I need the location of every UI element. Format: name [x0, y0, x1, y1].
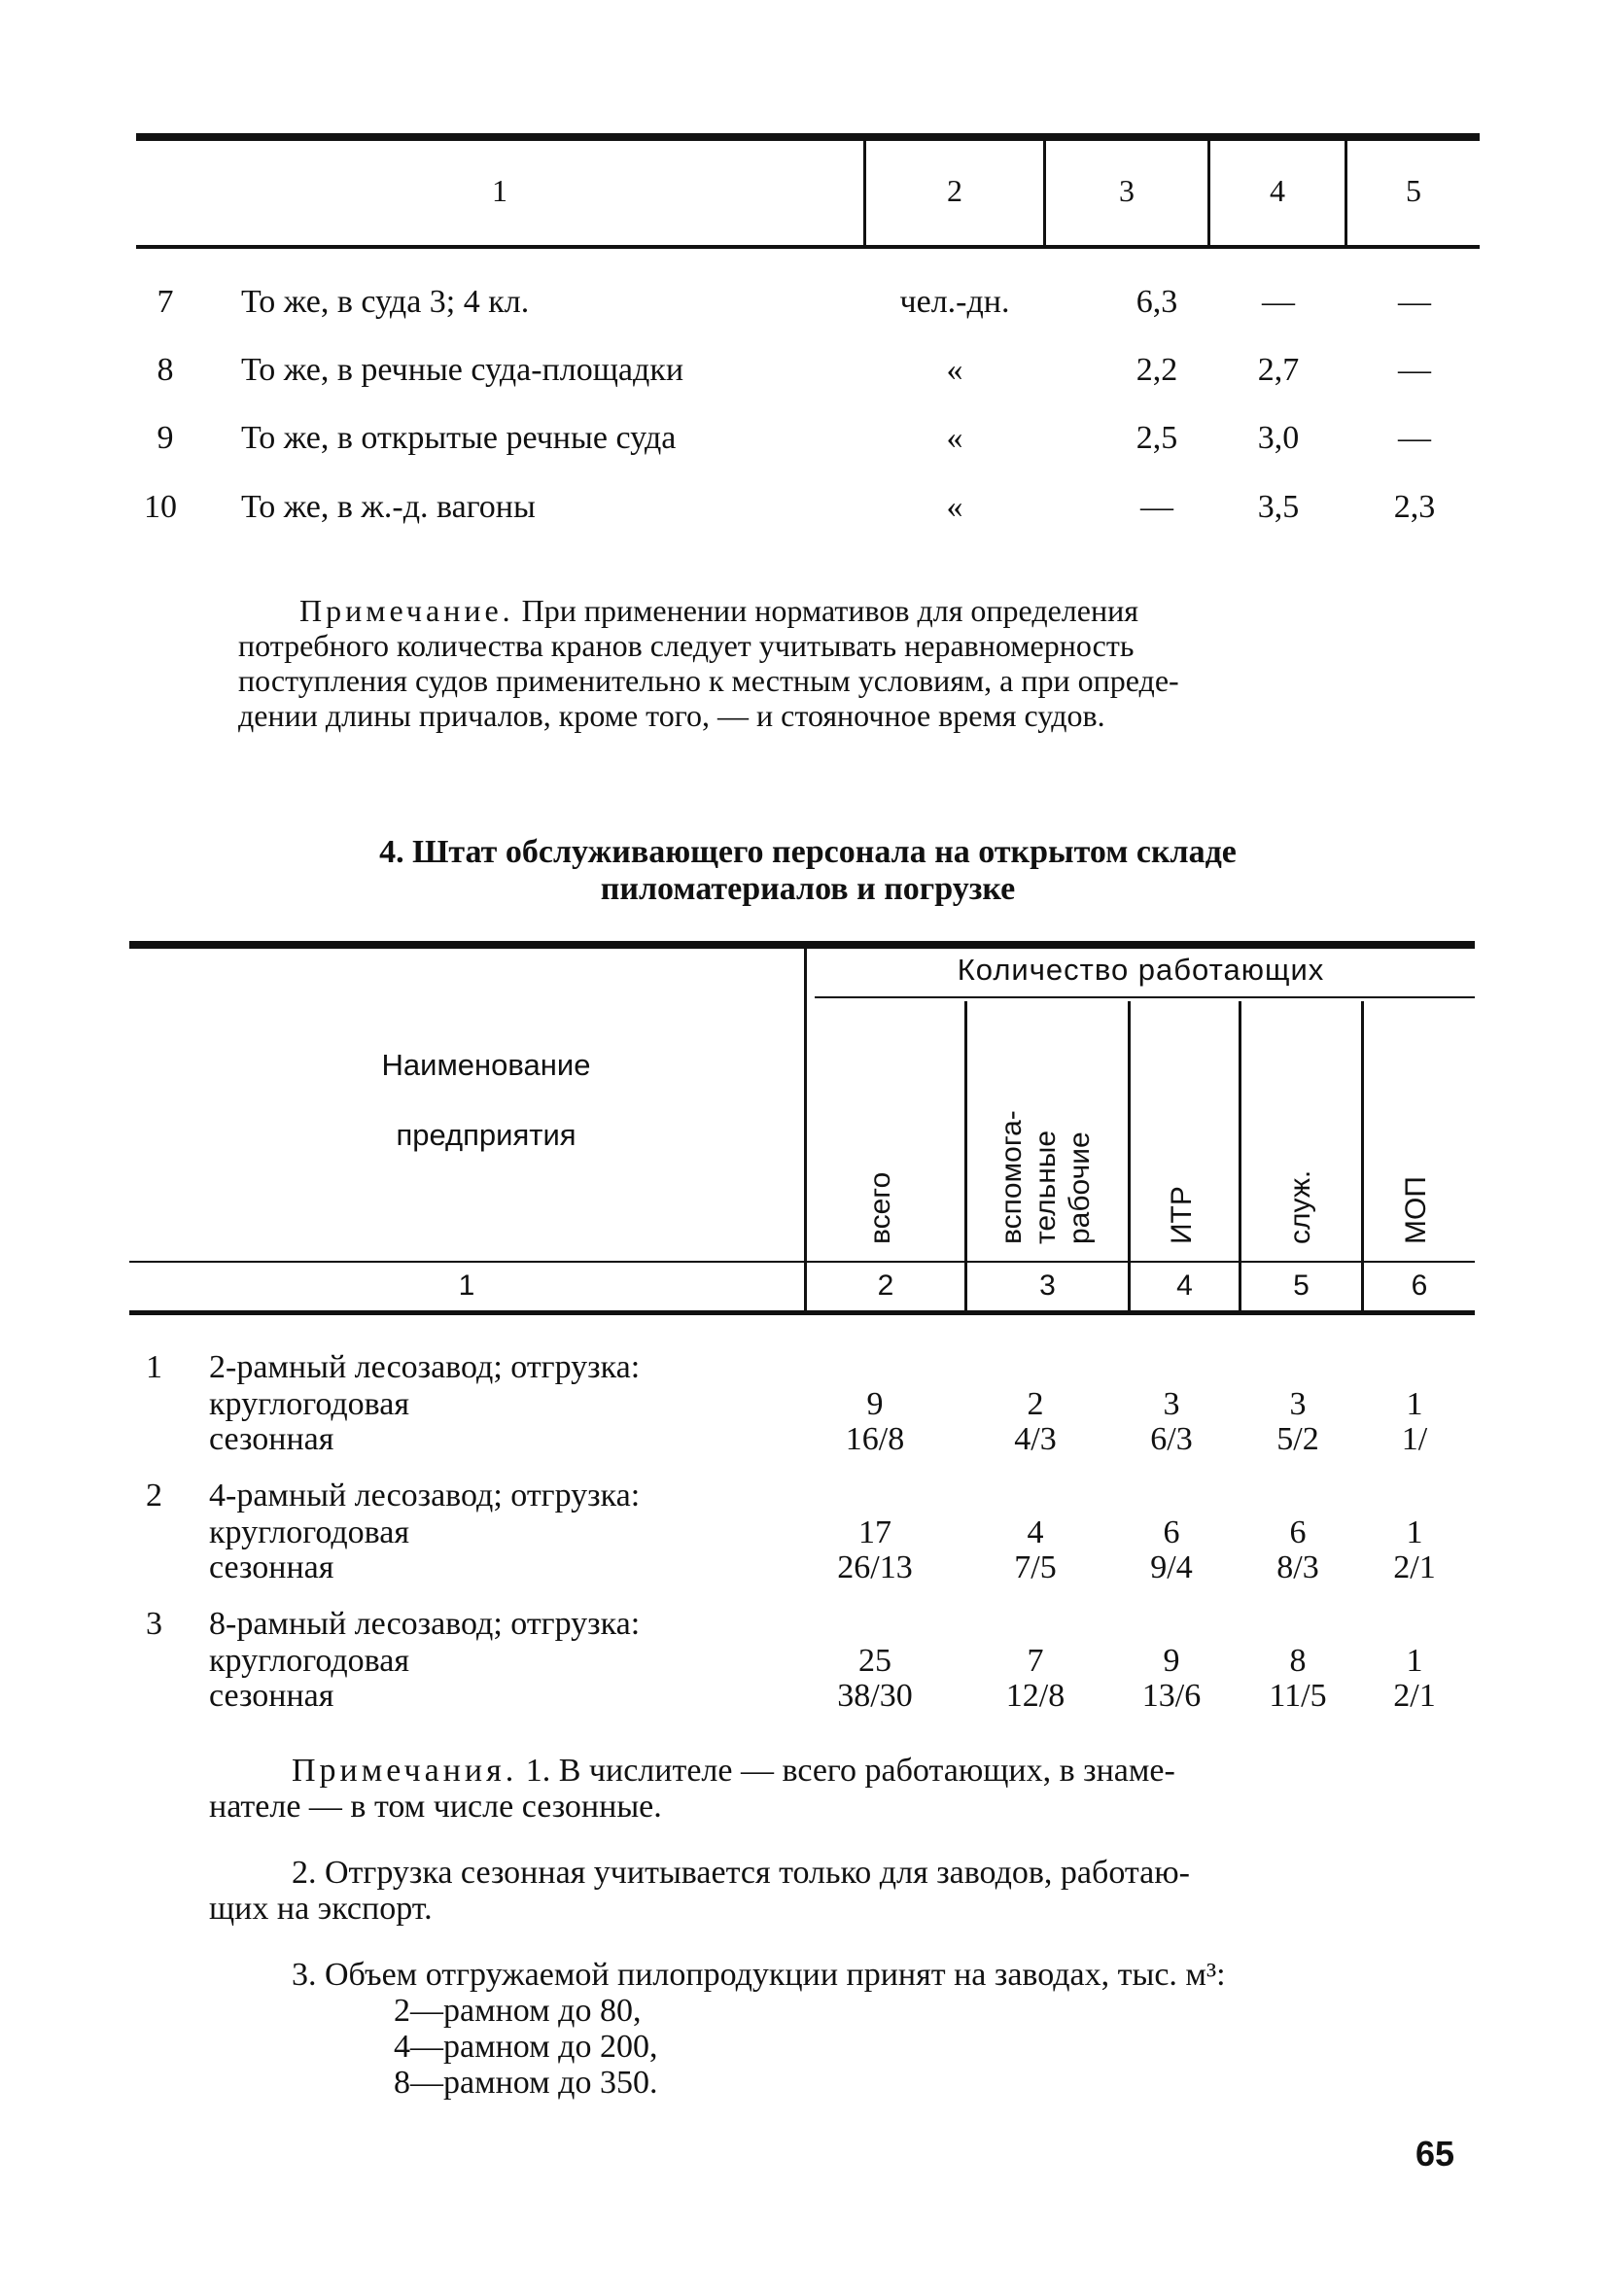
table1-row-number: 8	[157, 352, 174, 388]
table2-header-rule	[129, 1261, 1475, 1263]
table2-vline-5	[1361, 1001, 1364, 1310]
note1-line-1	[299, 593, 1476, 628]
table2-cell-b: 11/5	[1269, 1678, 1327, 1714]
section4-title-line-2: пиломатериалов и погрузке	[600, 871, 1016, 907]
section4-title-line-1: 4. Штат обслуживающего персонала на открытом складе	[379, 834, 1237, 870]
table2-cell-a: 9	[1163, 1643, 1180, 1679]
table1-row-col3: —	[1140, 489, 1173, 525]
table2-cell-a: 3	[1163, 1386, 1180, 1422]
table1-row-number: 10	[144, 489, 177, 525]
notes2-label: Примечания.	[292, 1753, 518, 1789]
table2-row-sub1: круглогодовая	[209, 1643, 410, 1679]
notes2-n3-item-2: 4—рамном до 200,	[394, 2029, 658, 2065]
notes2-n2-line-2: щих на экспорт.	[209, 1891, 433, 1927]
table2-group-rule	[815, 996, 1475, 998]
table2-col-number-5: 5	[1293, 1270, 1310, 1302]
table2-col-number-2: 2	[877, 1270, 894, 1302]
table2-row-sub2: сезонная	[209, 1421, 334, 1457]
table1-row-name: То же, в открытые речные суда	[241, 420, 677, 456]
table2-col-header-vspomog-2: тельные	[1030, 1130, 1062, 1244]
table2-cell-a: 6	[1289, 1514, 1307, 1550]
table2-top-rule	[129, 941, 1475, 949]
table2-cell-b: 6/3	[1150, 1421, 1193, 1457]
table2-row-sub2: сезонная	[209, 1549, 334, 1585]
table2-cell-b: 12/8	[1005, 1678, 1066, 1714]
table2-cell-a: 25	[858, 1643, 891, 1679]
table2-cell-a: 1	[1406, 1514, 1423, 1550]
table1-header-rule	[136, 245, 1480, 249]
notes2-n3-line-1: 3. Объем отгружаемой пилопродукции принят на заводах, тыс. м³:	[292, 1957, 1226, 1993]
table2-col-header-vspomog-1: вспомога-	[996, 1110, 1028, 1244]
table1-row-col4: 2,7	[1257, 352, 1300, 388]
table2-col-number-6: 6	[1411, 1270, 1428, 1302]
table1-row-unit: «	[946, 489, 963, 525]
table2-col-header-mop: МОП	[1400, 1176, 1432, 1244]
table1-row-name: То же, в ж.-д. вагоны	[241, 489, 536, 525]
table2-cell-a: 1	[1406, 1643, 1423, 1679]
note1-line-4: дении длины причалов, кроме того, — и стояночное время судов.	[238, 698, 1105, 733]
table2-cell-b: 1/	[1401, 1421, 1428, 1457]
table1-row-number: 7	[157, 284, 174, 320]
table2-row-title: 4-рамный лесозавод; отгрузка:	[209, 1478, 641, 1513]
table2-row-number: 2	[146, 1478, 162, 1513]
table2-numbers-rule	[129, 1310, 1475, 1315]
table1-header-5: 5	[1406, 173, 1421, 208]
table1-row-unit: чел.-дн.	[899, 284, 1010, 320]
table2-cell-a: 1	[1406, 1386, 1423, 1422]
table2-name-header-line-2: предприятия	[396, 1118, 576, 1152]
table2-cell-b: 5/2	[1276, 1421, 1319, 1457]
table1-row-col5: —	[1398, 284, 1431, 320]
table2-cell-a: 8	[1289, 1643, 1307, 1679]
table2-cell-a: 3	[1289, 1386, 1307, 1422]
table1-row-col5: —	[1398, 420, 1431, 456]
table2-cell-b: 16/8	[845, 1421, 905, 1457]
table1-top-rule	[136, 133, 1480, 141]
table1-row-number: 9	[157, 420, 174, 456]
page-number: 65	[1415, 2134, 1455, 2174]
table1-row-col3: 2,2	[1135, 352, 1178, 388]
table1-row-col4: —	[1262, 284, 1295, 320]
table2-row-title: 8-рамный лесозавод; отгрузка:	[209, 1606, 641, 1642]
table1-row-col3: 2,5	[1135, 420, 1178, 456]
table2-row-sub1: круглогодовая	[209, 1514, 410, 1550]
notes2-n3-item-3: 8—рамном до 350.	[394, 2065, 658, 2101]
table1-header-4: 4	[1270, 173, 1285, 208]
notes2-n3-item-1: 2—рамном до 80,	[394, 1993, 642, 2029]
table2-vline-4	[1239, 1001, 1241, 1310]
table2-col-header-vsego: всего	[864, 1171, 896, 1244]
table2-cell-b: 26/13	[837, 1549, 913, 1585]
table2-group-header: Количество работающих	[957, 953, 1325, 987]
table2-row-title: 2-рамный лесозавод; отгрузка:	[209, 1349, 641, 1385]
table1-header-2: 2	[947, 173, 962, 208]
table2-row-sub2: сезонная	[209, 1678, 334, 1714]
table2-col-header-sluzh: служ.	[1284, 1169, 1316, 1244]
table2-row-sub1: круглогодовая	[209, 1386, 410, 1422]
note1-line-2: потребного количества кранов следует учитывать неравномерность	[238, 628, 1135, 663]
table1-row-name: То же, в речные суда-площадки	[241, 352, 684, 388]
table2-col-number-3: 3	[1039, 1270, 1056, 1302]
notes2-n1-line-2: нателе — в том числе сезонные.	[209, 1789, 662, 1825]
note1-text-1: При применении нормативов для определения	[521, 593, 1138, 628]
note1-line-3: поступления судов применительно к местным условиям, а при опреде-	[238, 663, 1179, 698]
notes2-line-1	[292, 1753, 1175, 1790]
notes2-n1-line-1: 1. В числителе — всего работающих, в знаме-	[525, 1753, 1175, 1789]
table2-name-header-line-1: Наименование	[381, 1048, 591, 1082]
table2-cell-a: 9	[866, 1386, 884, 1422]
table2-cell-b: 2/1	[1393, 1678, 1436, 1714]
table1-row-col4: 3,5	[1257, 489, 1300, 525]
table2-cell-b: 38/30	[837, 1678, 913, 1714]
table2-cell-a: 17	[858, 1514, 891, 1550]
table2-cell-b: 7/5	[1014, 1549, 1057, 1585]
table1-row-unit: «	[946, 352, 963, 388]
table2-cell-a: 7	[1027, 1643, 1044, 1679]
table2-cell-a: 6	[1163, 1514, 1180, 1550]
table2-cell-b: 8/3	[1276, 1549, 1319, 1585]
table2-row-number: 3	[146, 1606, 162, 1642]
table2-col-header-vspomog-3: рабочие	[1064, 1131, 1096, 1244]
table1-row-col3: 6,3	[1135, 284, 1178, 320]
table2-col-number-1: 1	[458, 1270, 475, 1302]
table1-row-name: То же, в суда 3; 4 кл.	[241, 284, 530, 320]
table2-vline-2	[964, 1001, 967, 1310]
note1-label: Примечание.	[299, 593, 514, 628]
table2-cell-b: 4/3	[1014, 1421, 1057, 1457]
table2-vline-3	[1128, 1001, 1131, 1310]
table1-row-unit: «	[946, 420, 963, 456]
table1-row-col5: 2,3	[1393, 489, 1436, 525]
table1-row-col4: 3,0	[1257, 420, 1300, 456]
table2-col-number-4: 4	[1176, 1270, 1193, 1302]
table2-cell-a: 4	[1027, 1514, 1044, 1550]
table2-cell-b: 9/4	[1150, 1549, 1193, 1585]
table2-row-number: 1	[146, 1349, 162, 1385]
table2-cell-b: 2/1	[1393, 1549, 1436, 1585]
table2-col-header-itr: ИТР	[1166, 1186, 1198, 1244]
table1-header-1: 1	[492, 173, 507, 208]
table1-row-col5: —	[1398, 352, 1431, 388]
notes2-n2-line-1: 2. Отгрузка сезонная учитывается только для заводов, работаю-	[292, 1855, 1190, 1891]
table1-header-3: 3	[1119, 173, 1135, 208]
table2-vline-main	[804, 949, 807, 1310]
table2-cell-a: 2	[1027, 1386, 1044, 1422]
table2-cell-b: 13/6	[1141, 1678, 1202, 1714]
